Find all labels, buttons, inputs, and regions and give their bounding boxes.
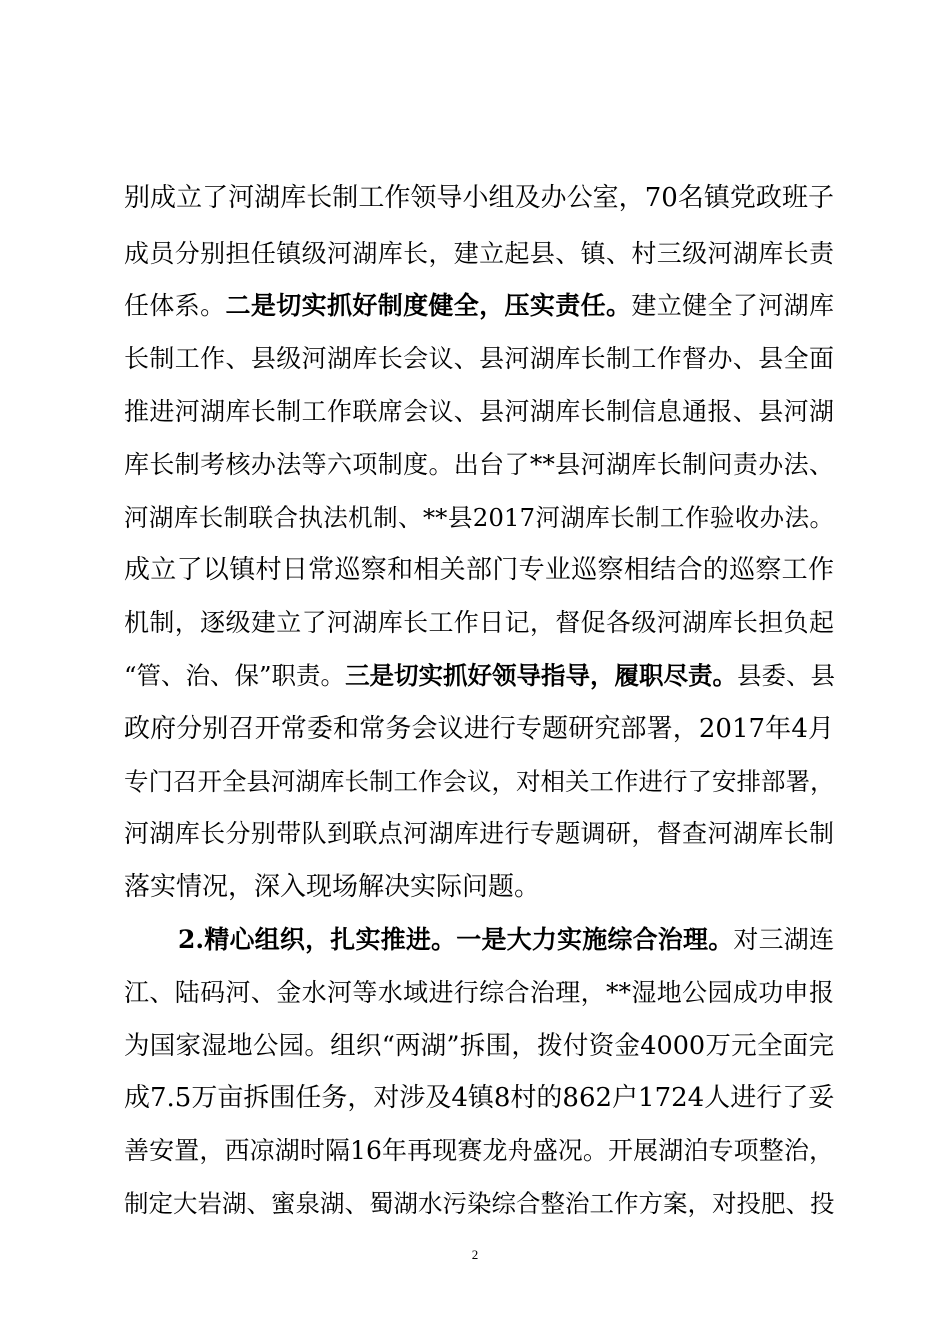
text-run: “管、治、保”职责。	[124, 661, 346, 690]
text-line: 成7.5万亩拆围任务，对涉及4镇8村的862户1724人进行了妥	[124, 1083, 835, 1113]
bold-heading-run: 三是切实抓好领导指导，履职尽责。	[345, 661, 738, 690]
text-run: 县委、县	[737, 661, 836, 690]
text-run: 任体系。	[124, 291, 226, 320]
text-line	[124, 660, 834, 692]
text-line: 河湖库长制联合执法机制、**县2017河湖库长制工作验收办法。	[124, 503, 834, 532]
text-line: 河湖库长分别带队到联点河湖库进行专题调研，督查河湖库长制	[124, 819, 834, 848]
text-line: 善安置，西凉湖时隔16年再现赛龙舟盛况。开展湖泊专项整治，	[124, 1136, 834, 1165]
bold-heading-run: 2.精心组织，扎实推进。一是大力实施综合治理。	[178, 925, 734, 954]
text-line	[178, 924, 834, 956]
text-line: 江、陆码河、金水河等水域进行综合治理，**湿地公园成功申报	[124, 978, 834, 1007]
text-line: 制定大岩湖、蜜泉湖、蜀湖水污染综合整治工作方案，对投肥、投	[124, 1189, 835, 1218]
text-line: 成立了以镇村日常巡察和相关部门专业巡察相结合的巡察工作	[124, 555, 834, 585]
text-line: 推进河湖库长制工作联席会议、县河湖库长制信息通报、县河湖	[124, 397, 834, 426]
text-line: 落实情况，深入现场解决实际问题。	[124, 872, 541, 902]
text-line: 库长制考核办法等六项制度。出台了**县河湖库长制问责办法、	[124, 450, 834, 479]
text-run: 建立健全了河湖库	[631, 291, 834, 320]
page-number: 2	[471, 1247, 479, 1262]
text-line: 政府分别召开常委和常务会议进行专题研究部署，2017年4月	[124, 714, 834, 744]
text-line: 长制工作、县级河湖库长会议、县河湖库长制工作督办、县全面	[124, 344, 834, 373]
text-line: 专门召开全县河湖库长制工作会议，对相关工作进行了安排部署，	[124, 767, 835, 796]
text-run: 对三湖连	[733, 925, 834, 954]
text-line: 机制，逐级建立了河湖库长工作日记，督促各级河湖库长担负起	[124, 608, 834, 637]
text-line: 为国家湿地公园。组织“两湖”拆围，拨付资金4000万元全面完	[124, 1031, 834, 1061]
text-line: 别成立了河湖库长制工作领导小组及办公室，70名镇党政班子	[124, 183, 834, 213]
text-line: 成员分别担任镇级河湖库长，建立起县、镇、村三级河湖库长责	[124, 239, 834, 268]
text-line	[124, 290, 834, 322]
bold-heading-run: 二是切实抓好制度健全，压实责任。	[225, 291, 632, 320]
